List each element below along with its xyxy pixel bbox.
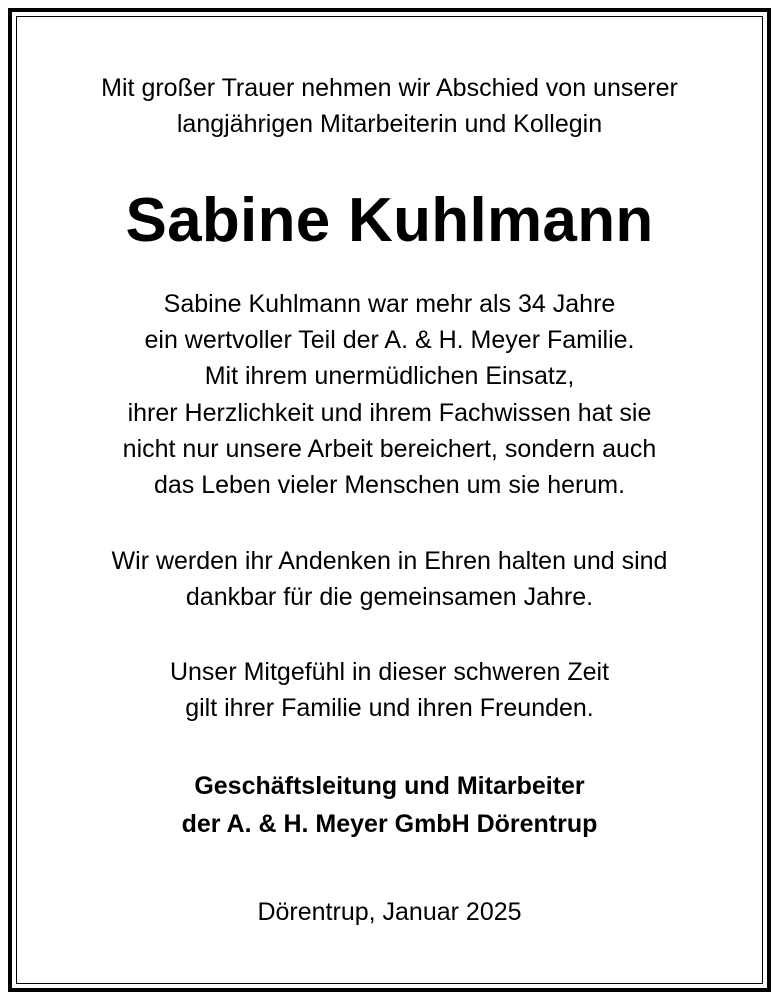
tribute-line: nicht nur unsere Arbeit bereichert, sondern auch: [122, 434, 657, 463]
signature-line: Geschäftsleitung und Mitarbeiter: [194, 772, 585, 800]
tribute-line: Sabine Kuhlmann war mehr als 34 Jahre: [163, 290, 616, 318]
remembrance-text: [0, 543, 779, 615]
sympathy-line: gilt ihrer Familie und ihren Freunden.: [185, 694, 594, 722]
tribute-line: ein wertvoller Teil der A. & H. Meyer Familie.: [144, 326, 635, 355]
tribute-text: [0, 286, 779, 503]
tribute-line: ihrer Herzlichkeit und ihrem Fachwissen hat sie: [127, 398, 652, 427]
intro-line: langjährigen Mitarbeiterin und Kollegin: [176, 110, 603, 138]
tribute-line: Mit ihrem unermüdlichen Einsatz,: [204, 362, 575, 391]
sympathy-text: [0, 654, 779, 726]
intro-line: Mit großer Trauer nehmen wir Abschied von unserer: [101, 74, 678, 102]
place-and-date: Dörentrup, Januar 2025: [257, 898, 522, 926]
remembrance-line: dankbar für die gemeinsamen Jahre.: [185, 583, 594, 611]
tribute-line: das Leben vieler Menschen um sie herum.: [153, 471, 626, 500]
signature-line: der A. & H. Meyer GmbH Dörentrup: [181, 810, 598, 838]
deceased-name: Sabine Kuhlmann: [125, 186, 654, 255]
sympathy-line: Unser Mitgefühl in dieser schweren Zeit: [169, 658, 610, 686]
signature-block: [0, 767, 779, 843]
remembrance-line: Wir werden ihr Andenken in Ehren halten und sind: [111, 547, 668, 575]
intro-text: [0, 70, 779, 142]
